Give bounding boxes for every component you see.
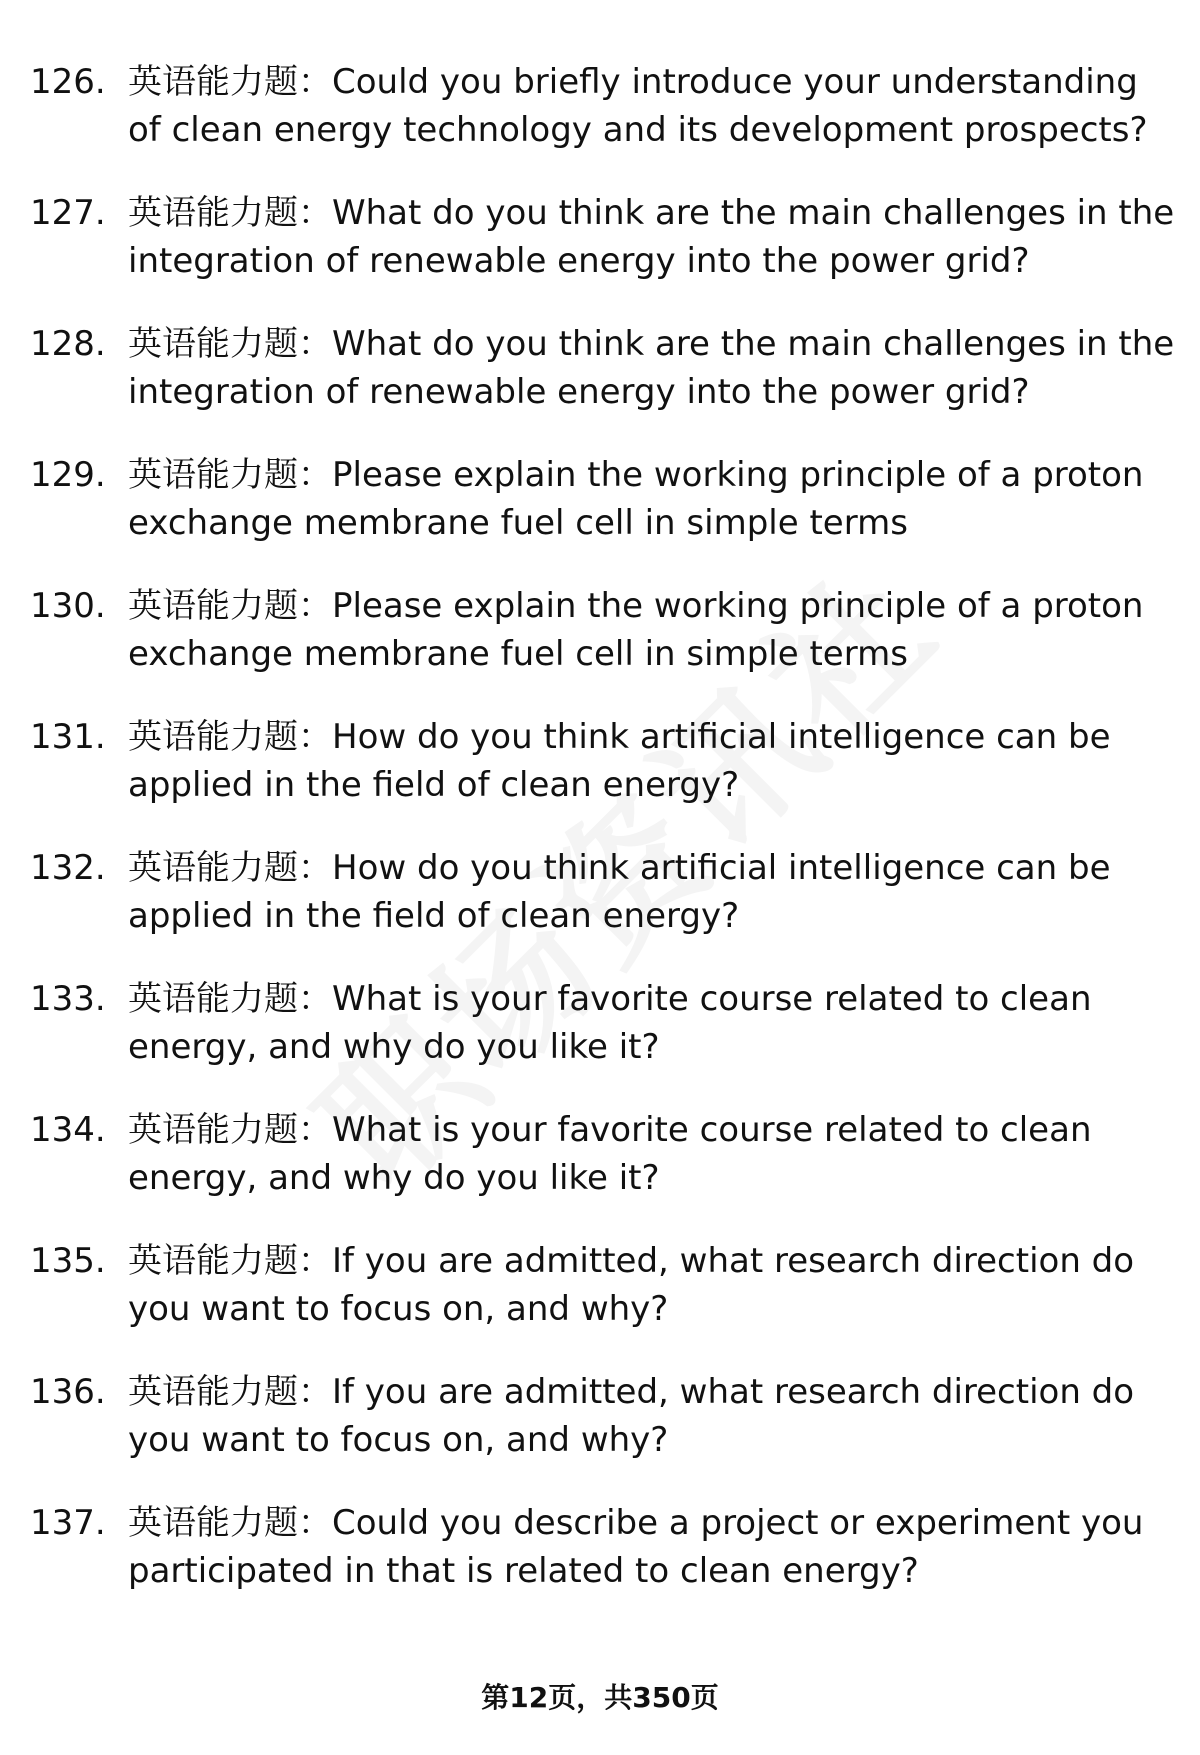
question-text: How do you think artificial intelligence can be applied in the field of clean energy? — [128, 717, 1111, 805]
question-number: 131. — [30, 717, 106, 757]
question-tag: 英语能力题： — [128, 586, 332, 626]
question-tag: 英语能力题： — [128, 62, 332, 102]
question-number: 137. — [30, 1503, 106, 1543]
question-text: If you are admitted, what research direction do you want to focus on, and why? — [128, 1372, 1135, 1460]
question-text: Could you briefly introduce your understanding of clean energy technology and its development prospects? — [128, 62, 1148, 150]
question-number: 126. — [30, 62, 106, 102]
question-tag: 英语能力题： — [128, 1241, 332, 1281]
question-tag: 英语能力题： — [128, 848, 332, 888]
question-text: If you are admitted, what research direction do you want to focus on, and why? — [128, 1241, 1135, 1329]
question-tag: 英语能力题： — [128, 455, 332, 495]
question-number: 133. — [30, 979, 106, 1019]
question-number: 127. — [30, 193, 106, 233]
question-item — [30, 1237, 1180, 1333]
question-number: 135. — [30, 1241, 106, 1281]
question-text: How do you think artificial intelligence can be applied in the field of clean energy? — [128, 848, 1111, 936]
question-item — [30, 320, 1180, 416]
question-tag: 英语能力题： — [128, 324, 332, 364]
question-text: Could you describe a project or experiment you participated in that is related to clean energy? — [128, 1503, 1144, 1591]
question-number: 132. — [30, 848, 106, 888]
question-item — [30, 1368, 1180, 1464]
question-text: What do you think are the main challenges in the integration of renewable energy into the power grid? — [128, 324, 1175, 412]
question-number: 128. — [30, 324, 106, 364]
question-number: 136. — [30, 1372, 106, 1412]
question-tag: 英语能力题： — [128, 1503, 332, 1543]
question-tag: 英语能力题： — [128, 1372, 332, 1412]
question-tag: 英语能力题： — [128, 193, 332, 233]
question-item — [30, 582, 1180, 678]
question-tag: 英语能力题： — [128, 1110, 332, 1150]
question-tag: 英语能力题： — [128, 979, 332, 1019]
question-number: 129. — [30, 455, 106, 495]
question-item — [30, 189, 1180, 285]
question-item — [30, 975, 1180, 1071]
question-number: 134. — [30, 1110, 106, 1150]
question-item — [30, 1499, 1180, 1595]
question-text: Please explain the working principle of a proton exchange membrane fuel cell in simple terms — [128, 586, 1144, 674]
question-text: What is your favorite course related to clean energy, and why do you like it? — [128, 1110, 1092, 1198]
question-item — [30, 451, 1180, 547]
question-text: Please explain the working principle of a proton exchange membrane fuel cell in simple terms — [128, 455, 1144, 543]
question-list — [30, 58, 1180, 1630]
question-text: What is your favorite course related to clean energy, and why do you like it? — [128, 979, 1092, 1067]
question-text: What do you think are the main challenges in the integration of renewable energy into the power grid? — [128, 193, 1175, 281]
question-item — [30, 58, 1180, 154]
page-footer: 第12页，共350页 — [481, 1681, 719, 1714]
question-tag: 英语能力题： — [128, 717, 332, 757]
question-number: 130. — [30, 586, 106, 626]
question-item — [30, 1106, 1180, 1202]
question-item — [30, 713, 1180, 809]
question-item — [30, 844, 1180, 940]
